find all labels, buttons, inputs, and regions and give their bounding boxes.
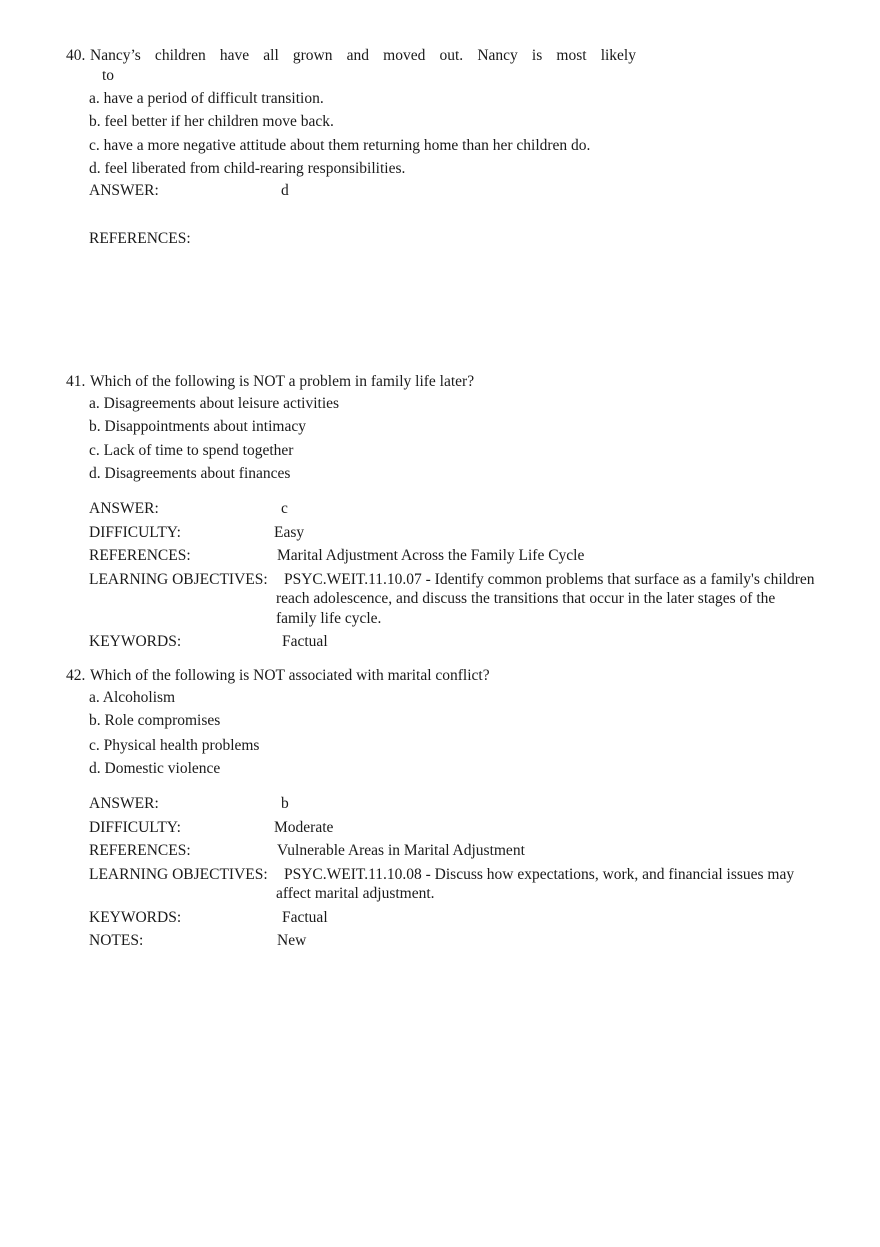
option-b: b. feel better if her children move back. bbox=[89, 113, 334, 130]
question-number: 42. bbox=[66, 667, 86, 684]
keywords-value: Factual bbox=[282, 909, 328, 926]
option-c: c. Physical health problems bbox=[89, 737, 260, 754]
learning-objectives-label: LEARNING OBJECTIVES: bbox=[89, 571, 268, 588]
option-b: b. Disappointments about intimacy bbox=[89, 418, 306, 435]
notes-label: NOTES: bbox=[89, 932, 144, 949]
answer-label: ANSWER: bbox=[89, 182, 159, 199]
difficulty-value: Easy bbox=[274, 524, 305, 541]
difficulty-label: DIFFICULTY: bbox=[89, 524, 181, 541]
answer-value: b bbox=[281, 795, 289, 812]
references-value: Marital Adjustment Across the Family Life Cycle bbox=[277, 547, 585, 564]
option-a: a. Alcoholism bbox=[89, 689, 176, 706]
answer-value: c bbox=[281, 500, 288, 517]
answer-label: ANSWER: bbox=[89, 795, 159, 812]
learning-objectives-value-continued: family life cycle. bbox=[276, 610, 382, 627]
difficulty-label: DIFFICULTY: bbox=[89, 819, 181, 836]
references-label: REFERENCES: bbox=[89, 842, 191, 859]
option-c: c. Lack of time to spend together bbox=[89, 442, 294, 459]
answer-value: d bbox=[281, 182, 289, 199]
option-c: c. have a more negative attitude about them returning home than her children do. bbox=[89, 137, 591, 154]
question-number: 40. bbox=[66, 47, 86, 64]
option-a: a. Disagreements about leisure activities bbox=[89, 395, 340, 412]
keywords-label: KEYWORDS: bbox=[89, 633, 182, 650]
learning-objectives-value-continued: affect marital adjustment. bbox=[276, 885, 435, 902]
difficulty-value: Moderate bbox=[274, 819, 334, 836]
references-label: REFERENCES: bbox=[89, 230, 191, 247]
learning-objectives-label: LEARNING OBJECTIVES: bbox=[89, 866, 268, 883]
references-value: Vulnerable Areas in Marital Adjustment bbox=[277, 842, 525, 859]
question-stem: Which of the following is NOT a problem in family life later? bbox=[90, 373, 475, 390]
option-d: d. Domestic violence bbox=[89, 760, 221, 777]
option-a: a. have a period of difficult transition. bbox=[89, 90, 324, 107]
answer-label: ANSWER: bbox=[89, 500, 159, 517]
learning-objectives-value-continued: reach adolescence, and discuss the transitions that occur in the later stages of the bbox=[276, 590, 776, 607]
learning-objectives-value: PSYC.WEIT.11.10.08 - Discuss how expectations, work, and financial issues may bbox=[284, 866, 795, 883]
question-number: 41. bbox=[66, 373, 86, 390]
keywords-value: Factual bbox=[282, 633, 328, 650]
keywords-label: KEYWORDS: bbox=[89, 909, 182, 926]
option-d: d. Disagreements about finances bbox=[89, 465, 291, 482]
question-stem: Nancy’s children have all grown and moved out. Nancy is most likely bbox=[90, 47, 636, 64]
option-b: b. Role compromises bbox=[89, 712, 221, 729]
references-label: REFERENCES: bbox=[89, 547, 191, 564]
learning-objectives-value: PSYC.WEIT.11.10.07 - Identify common problems that surface as a family's children bbox=[284, 571, 815, 588]
option-d: d. feel liberated from child-rearing responsibilities. bbox=[89, 160, 406, 177]
notes-value: New bbox=[277, 932, 307, 949]
question-stem: Which of the following is NOT associated with marital conflict? bbox=[90, 667, 490, 684]
question-stem-continued: to bbox=[102, 67, 115, 84]
